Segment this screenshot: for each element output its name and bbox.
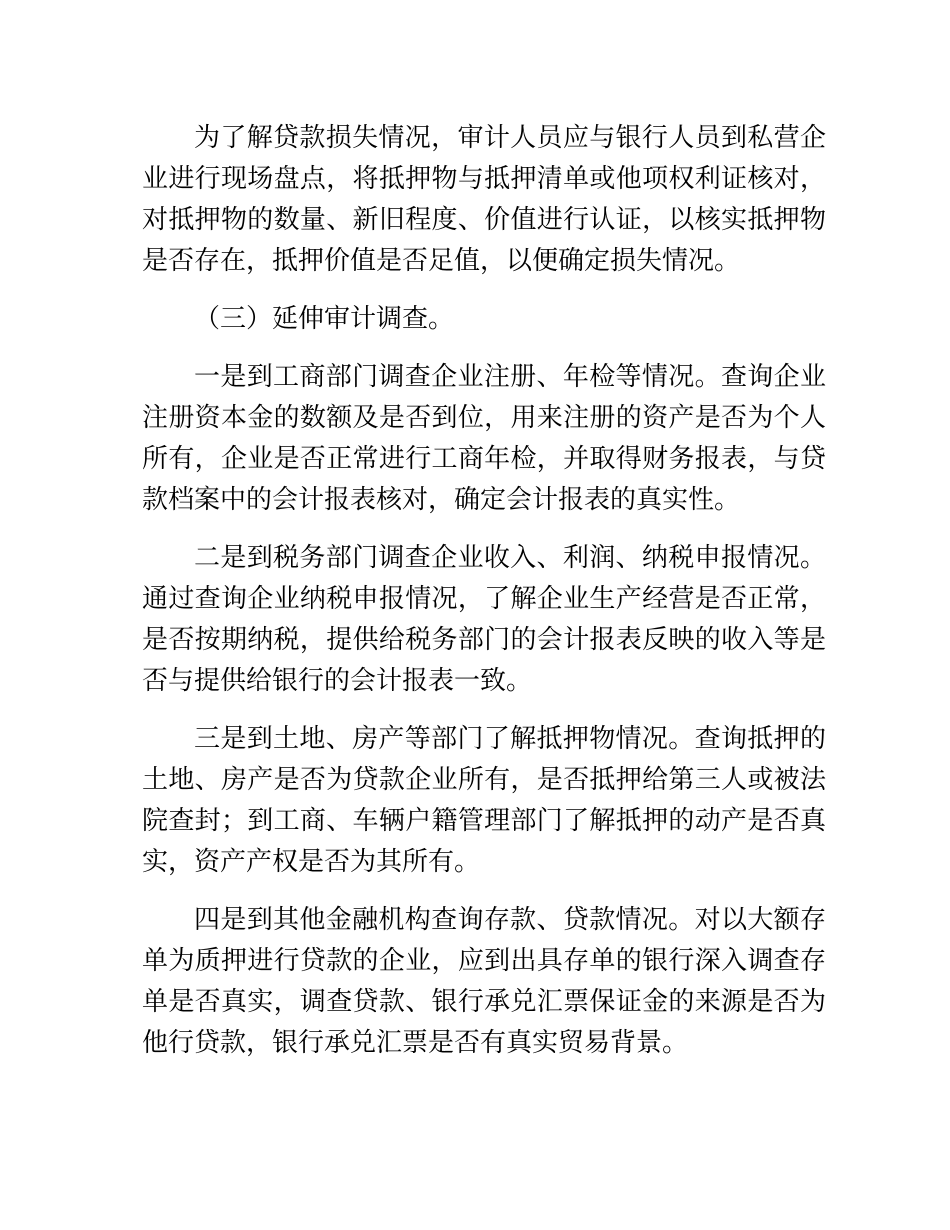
- paragraph-collateral-verification: 为了解贷款损失情况，审计人员应与银行人员到私营企业进行现场盘点，将抵押物与抵押清单或他项权利证核对，对抵押物的数量、新旧程度、价值进行认证，以核实抵押物是否存在，抵押价值是否足值，以便确定损失情况。: [142, 122, 826, 275]
- paragraph-item-3-land-property: 三是到土地、房产等部门了解抵押物情况。查询抵押的土地、房产是否为贷款企业所有，是否抵押给第三人或被法院查封；到工商、车辆户籍管理部门了解抵押的动产是否真实，资产产权是否为其所有。: [142, 723, 826, 876]
- paragraph-item-2-tax-bureau: 二是到税务部门调查企业收入、利润、纳税申报情况。通过查询企业纳税申报情况，了解企业生产经营是否正常，是否按期纳税，提供给税务部门的会计报表反映的收入等是否与提供给银行的会计报表一致。: [142, 542, 826, 695]
- paragraph-item-4-financial-institutions: 四是到其他金融机构查询存款、贷款情况。对以大额存单为质押进行贷款的企业，应到出具存单的银行深入调查存单是否真实，调查贷款、银行承兑汇票保证金的来源是否为他行贷款，银行承兑汇票是否有真实贸易背景。: [142, 904, 826, 1057]
- document-body: [142, 117, 826, 1063]
- section-heading-extended-audit: （三）延伸审计调查。: [194, 303, 455, 333]
- paragraph-item-1-industry-commerce: 一是到工商部门调查企业注册、年检等情况。查询企业注册资本金的数额及是否到位，用来注册的资产是否为个人所有，企业是否正常进行工商年检，并取得财务报表，与贷款档案中的会计报表核对，确定会计报表的真实性。: [142, 361, 826, 514]
